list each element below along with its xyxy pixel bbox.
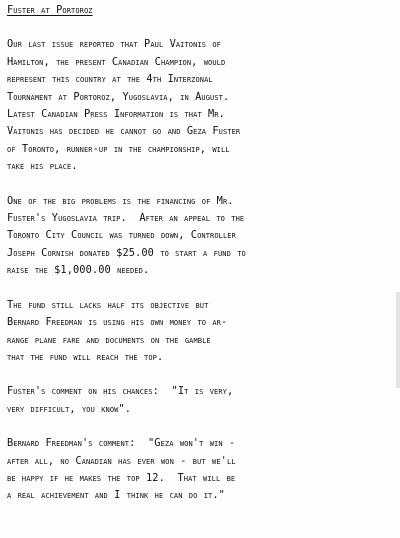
article bbox=[7, 2, 395, 522]
paragraph-2: One of the big problems is the financing of Mr. Fuster's Yugoslavia trip. After an appeal to the Toronto City Council was turned down, Controller Joseph Cornish donated $25.00 to start a fund to raise the $1,000.00 needed. bbox=[7, 194, 246, 277]
article-title: Fuster at Portoroz bbox=[7, 4, 93, 16]
page-edge-shadow bbox=[396, 292, 400, 388]
paragraph-4: Fuster's comment on his chances: "It is very, very difficult, you know". bbox=[7, 385, 234, 415]
paragraph-3: The fund still lacks half its objective but Bernard Freedman is using his own money to ar- range plane fare and documents on the gamble that the fund will reach the top. bbox=[7, 298, 228, 363]
paragraph-5: Bernard Freedman's comment: "Geza won't win - after all, no Canadian has ever won - but we'll be happy if he makes the top 12. That will be a real achievement and I think he can do it." bbox=[7, 437, 236, 502]
paragraph-1: Our last issue reported that Paul Vaitonis of Hamilton, the present Canadian Champion, would represent this country at the 4th Interzonal Tournament at Portoroz, Yugoslavia, in August. Latest Canadian Press Information is that Mr. Vaitonis has decided he cannot go and Geza Fuster of Toronto, runner-up in the championship, will take his place. bbox=[7, 38, 241, 173]
